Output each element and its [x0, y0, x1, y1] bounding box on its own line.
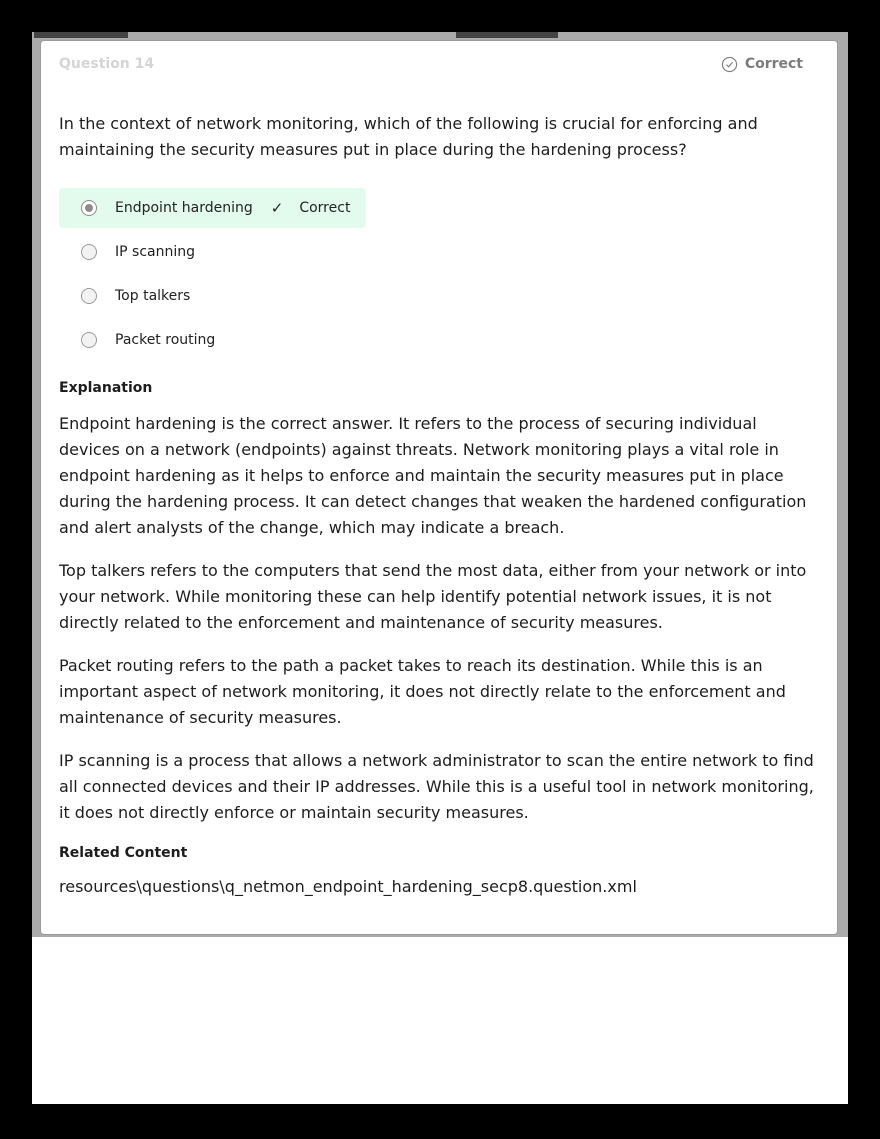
answer-options	[59, 188, 799, 364]
explanation-paragraph: Top talkers refers to the computers that send the most data, either from your network or into your network. While monitoring these can help identify potential network issues, it is not directly related to the enforcement and maintenance of security measures.	[59, 561, 807, 632]
question-text: In the context of network monitoring, which of the following is crucial for enforcing and maintaining the security measures put in place during the hardening process?	[59, 114, 758, 159]
option-label: Packet routing	[115, 332, 216, 348]
radio-selected-icon[interactable]	[81, 200, 97, 216]
question-number: Question 14	[59, 56, 155, 72]
option-label: Endpoint hardening	[115, 200, 253, 216]
option-ip-scanning[interactable]	[59, 232, 211, 272]
radio-icon[interactable]	[81, 244, 97, 260]
status-badge	[721, 56, 803, 73]
option-endpoint-hardening[interactable]	[59, 188, 366, 228]
clipped-header-fragment	[34, 32, 128, 38]
checkmark-icon: ✓	[270, 199, 284, 217]
explanation-paragraph: Packet routing refers to the path a packet takes to reach its destination. While this is an important aspect of network monitoring, it does not directly relate to the enforcement and maintenance of security measures.	[59, 656, 786, 727]
explanation-paragraph: Endpoint hardening is the correct answer. It refers to the process of securing individual devices on a network (endpoints) against threats. Network monitoring plays a vital role in endpoint hardening as it helps to enforce and maintain the security measures put in place during the hardening process. It can detect changes that weaken the hardened configuration and alert analysts of the change, which may indicate a breach.	[59, 414, 807, 537]
option-packet-routing[interactable]	[59, 320, 231, 360]
card-header	[59, 53, 803, 75]
status-label: Correct	[744, 56, 803, 72]
radio-icon[interactable]	[81, 288, 97, 304]
question-card	[40, 40, 838, 935]
radio-icon[interactable]	[81, 332, 97, 348]
option-top-talkers[interactable]	[59, 276, 206, 316]
check-circle-icon	[721, 56, 738, 73]
option-label: IP scanning	[115, 244, 195, 260]
option-label: Top talkers	[115, 288, 191, 304]
correct-feedback	[271, 199, 351, 217]
page-background	[32, 32, 848, 1104]
explanation-paragraph: IP scanning is a process that allows a network administrator to scan the entire network to find all connected devices and their IP addresses. While this is a useful tool in network monitoring, it does not directly enforce or maintain security measures.	[59, 751, 814, 822]
clipped-header-fragment	[456, 32, 558, 38]
feedback-label: Correct	[299, 200, 351, 216]
explanation-title: Explanation	[59, 380, 153, 396]
explanation-body	[59, 411, 821, 843]
related-content-path[interactable]: resources\questions\q_netmon_endpoint_hardening_secp8.question.xml	[59, 877, 637, 896]
related-content-title: Related Content	[59, 845, 188, 861]
